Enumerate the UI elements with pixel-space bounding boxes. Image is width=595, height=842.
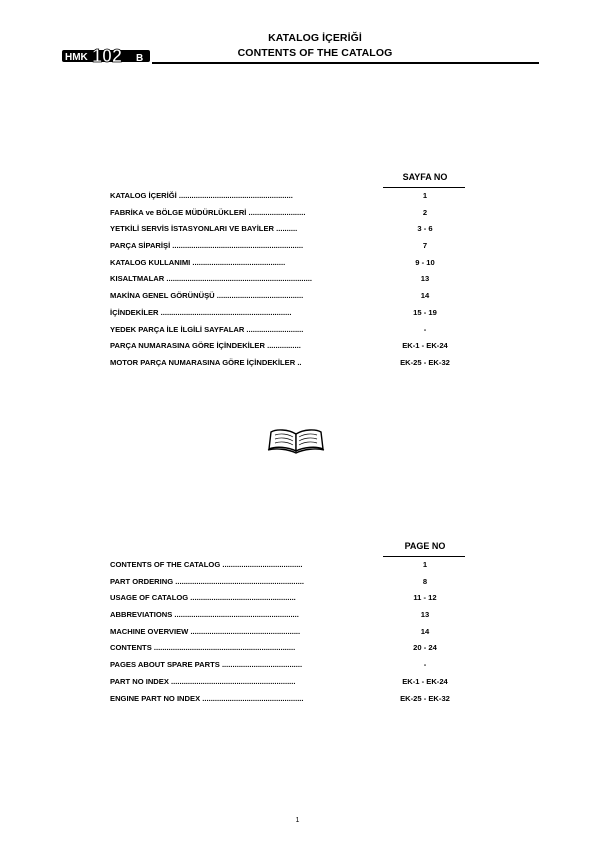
toc-label: PART ORDERING ............................................................. [110,576,304,586]
column-header-sayfa-no: SAYFA NO [402,172,448,182]
page-title-en: CONTENTS OF THE CATALOG [237,47,393,59]
toc-page: - [423,324,427,334]
toc-header [110,541,465,555]
toc-label: PART NO INDEX ........................................................... [110,676,296,686]
toc-row[interactable] [110,355,465,372]
toc-row[interactable] [110,322,465,339]
toc-row[interactable] [110,205,465,222]
toc-label: KISALTMALAR ..................................................................... [110,274,312,284]
svg-text:102: 102 [92,46,123,64]
toc-label: MACHINE OVERVIEW .................................................... [110,626,301,636]
toc-page: 2 [422,207,428,217]
toc-row[interactable] [110,624,465,641]
column-header-page-no: PAGE NO [404,541,446,551]
toc-page: 13 [420,610,430,620]
toc-label: ABBREVIATIONS ........................................................... [110,610,299,620]
toc-row[interactable] [110,255,465,272]
toc-turkish [110,172,465,372]
toc-page: 1 [422,191,428,200]
toc-row[interactable] [110,221,465,238]
page-title-tr: KATALOG İÇERİĞİ [268,32,362,44]
toc-page: 8 [422,576,428,586]
svg-text:B: B [136,53,144,64]
toc-row[interactable] [110,574,465,591]
toc-row[interactable] [110,657,465,674]
open-book-icon [266,428,326,454]
toc-page: 7 [422,241,428,251]
toc-page: 11 - 12 [413,593,437,603]
toc-label: ENGINE PART NO INDEX ................................................ [110,693,304,703]
toc-row[interactable] [110,338,465,355]
toc-page: 1 [422,560,428,569]
toc-page: 15 - 19 [413,307,437,317]
toc-page: 9 - 10 [415,257,435,267]
toc-label: İÇİNDEKİLER .............................................................. [110,307,292,317]
toc-page: EK-1 - EK-24 [402,676,448,686]
toc-page: 14 [420,291,430,301]
hmk-logo [62,46,150,64]
toc-page: 3 - 6 [417,224,433,234]
toc-row[interactable] [110,288,465,305]
toc-page: 14 [420,626,430,636]
toc-page: - [423,660,427,670]
toc-page: EK-25 - EK-32 [400,693,450,703]
toc-page: 13 [420,274,430,284]
toc-label: PARÇA NUMARASINA GÖRE İÇİNDEKİLER ................ [110,341,301,351]
toc-label: CONTENTS ................................................................... [110,643,296,653]
toc-label: USAGE OF CATALOG .................................................. [110,593,296,603]
toc-row[interactable] [110,271,465,288]
toc-row[interactable] [110,607,465,624]
toc-row[interactable] [110,691,465,708]
toc-row[interactable] [110,674,465,691]
toc-row[interactable] [110,305,465,322]
toc-row[interactable] [110,238,465,255]
toc-label: YETKİLİ SERVİS İSTASYONLARI VE BAYİLER .......... [110,224,298,234]
toc-page: EK-1 - EK-24 [402,341,448,351]
toc-header [110,172,465,186]
toc-row[interactable] [110,640,465,657]
toc-page: 20 - 24 [413,643,437,653]
toc-label: CONTENTS OF THE CATALOG ...................................... [110,560,303,569]
toc-label: KATALOG İÇERİĞİ ...................................................... [110,191,293,200]
toc-english [110,541,465,707]
toc-label: MAKİNA GENEL GÖRÜNÜŞÜ ......................................... [110,291,304,301]
toc-label: PARÇA SİPARİŞİ .............................................................. [110,241,304,251]
toc-label: PAGES ABOUT SPARE PARTS ...................................... [110,660,303,670]
svg-text:HMK: HMK [65,52,88,63]
toc-page: EK-25 - EK-32 [400,357,450,367]
toc-label: KATALOG KULLANIMI ............................................ [110,257,286,267]
toc-label: MOTOR PARÇA NUMARASINA GÖRE İÇİNDEKİLER .. [110,357,302,367]
toc-row[interactable] [110,590,465,607]
toc-row[interactable] [110,557,465,574]
header-divider [152,62,539,64]
toc-label: FABRİKA ve BÖLGE MÜDÜRLÜKLERİ ........................... [110,207,306,217]
toc-row[interactable] [110,188,465,205]
toc-label: YEDEK PARÇA İLE İLGİLİ SAYFALAR ........................... [110,324,304,334]
page-number: 1 [295,817,300,824]
